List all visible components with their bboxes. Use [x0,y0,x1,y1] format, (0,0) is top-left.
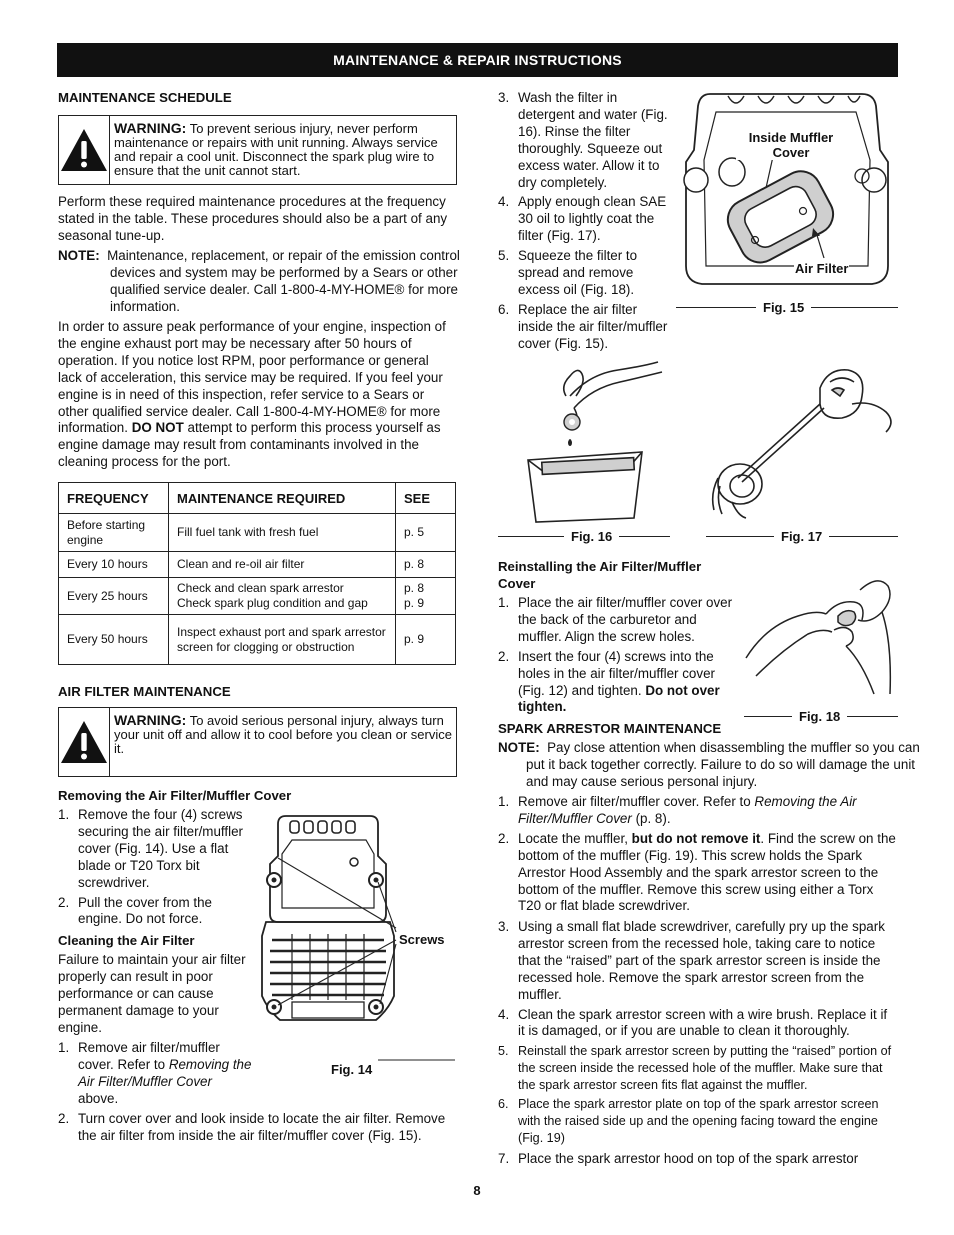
list-item: 7. Place the spark arrestor hood on top of the spark arrestor [498,1151,859,1166]
list-item: 2. Pull the cover from the engine. Do not force. [58,894,212,927]
section-banner: MAINTENANCE & REPAIR INSTRUCTIONS [57,43,898,77]
list-item: 5. Squeeze the filter to spread and remove excess oil (Fig. 18). [498,248,638,297]
list-item: 3. Wash the filter in detergent and water (Fig. 16). Rinse the filter thoroughly. Squeeze out excess water. Allow it to dry completely. [498,90,668,190]
list-item: 3. Using a small flat blade screwdriver, carefully pry up the spark arrestor screen from the recessed hole, taking care to notice that the “raised” part of the spark arrestor screen is inside the recessed hole. Remove the spark arrestor screen from the muffler. [498,919,885,1002]
list-item: 5. Reinstall the spark arrestor screen by putting the “raised” portion of the screen inside the recessed hole of the muffler. Make sure that the spark arrestor screen fits flat against the muffler. [498,1044,892,1092]
fig18-label-row [744,709,898,724]
list-item: 1. Remove air filter/muffler cover. Refer to Removing the Air Filter/Muffler Cover above. [58,1040,252,1106]
fig15-inside-cover-illustration [676,90,898,300]
list-item: 1. Remove the four (4) screws securing the air filter/muffler cover (Fig. 14). Use a flat blade or T20 Torx bit screwdriver. [58,807,243,890]
schedule-intro: Perform these required maintenance procedures at the frequency stated in the table. These procedures should also be a part of any seasonal tune-up. [58,194,448,243]
schedule-note: NOTE: Maintenance, replacement, or repair of the emission control devices and system may be performed by a Sears or other qualified service dealer. Call 1-800-4-MY-HOME® for more information. [58,248,460,314]
screws-callout: Screws [399,932,445,947]
fig18-squeeze-filter-illustration [742,566,898,706]
fig15-label: Fig. 15 [763,300,805,315]
warning-box-air-filter [58,707,457,777]
maintenance-schedule-heading: MAINTENANCE SCHEDULE [58,90,232,105]
cleaning-step-2 [58,1111,456,1148]
cleaning-step-1 [58,1040,254,1111]
fig17-label-row [706,529,898,544]
list-item: 4. Apply enough clean SAE 30 oil to lightly coat the filter (Fig. 17). [498,194,667,244]
table-header-maintenance: MAINTENANCE REQUIRED [169,483,396,514]
cleaning-heading: Cleaning the Air Filter [58,933,195,948]
air-filter-heading: AIR FILTER MAINTENANCE [58,684,231,699]
table-row: Every 10 hours Clean and re-oil air filter p. 8 [59,552,456,578]
table-header-frequency: FREQUENCY [59,483,169,514]
table-row: Before starting engine Fill fuel tank with fresh fuel p. 5 [59,514,456,552]
air-filter-callout: Air Filter [795,261,849,276]
spark-arrestor-heading: SPARK ARRESTOR MAINTENANCE [498,721,722,736]
page-number: 8 [473,1183,481,1198]
table-row: Every 25 hours Check and clean spark arrestor Check spark plug condition and gap p. 8 p. 9 [59,578,456,615]
cleaning-steps-3-6 [498,90,674,356]
maintenance-table [58,482,456,665]
spark-steps-1-2 [498,794,896,918]
warning-box-schedule [58,115,457,185]
list-item: 2. Insert the four (4) screws into the holes in the air filter/muffler cover (Fig. 12) and tighten. Do not over tighten. [498,648,720,715]
list-item: 1. Place the air filter/muffler cover over the back of the carburetor and muffler. Align the screw holes. [498,595,733,644]
reinstall-steps [498,595,738,719]
fig17-oil-filter-illustration [702,360,900,526]
fig18-label: Fig. 18 [799,709,841,724]
spark-steps-3-4 [498,919,896,1043]
fig17-label: Fig. 17 [781,529,823,544]
exhaust-port-paragraph: In order to assure peak performance of your engine, inspection of the engine exhaust port may be necessary after 50 hours of operation. If you notice lost RPM, poor performance or general lack of acceleration, this service may be required. If you feel your engine is in need of this inspection, refer service to a Sears or other qualified service dealer. Call 1-800-4-MY-HOME® for more information. DO NOT attempt to perform this process yourself as engine damage may result from contaminants involved in the cleaning process for the port. [58,319,446,470]
fig14-label: Fig. 14 [331,1062,373,1077]
reinstall-heading: Reinstalling the Air Filter/Muffler Cover [498,559,702,591]
fig16-label: Fig. 16 [571,529,613,544]
list-item: 2. Locate the muffler, but do not remove it. Find the screw on the bottom of the muffler (Fig. 19). This screw holds the Spark Arrestor Hood Assembly and the spark arrestor screen to the bottom of the muffler. Remove this screw using either a Torx T20 or flat blade screwdriver. [498,830,896,914]
list-item: 6. Place the spark arrestor plate on top of the spark arrestor screen with the raised side up and the opening facing toward the engine (Fig. 19) [498,1097,879,1145]
warning-triangle-icon [59,116,110,184]
fig16-wash-filter-illustration [520,356,670,526]
spark-step-7 [498,1151,896,1171]
warning-triangle-icon [59,708,110,776]
spark-note: NOTE: Pay close attention when disassembling the muffler so you can put it back together correctly. Failure to do so will damage the unit and may cause serious personal injury. [498,740,920,789]
warning-text-schedule: WARNING: To prevent serious injury, never perform maintenance or repairs with unit running. Always service and repair a cool unit. Disconnect the spark plug wire to ensure that the unit cannot start. [114,120,438,178]
list-item: 1. Remove air filter/muffler cover. Refer to Removing the Air Filter/Muffler Cover (p. 8). [498,794,857,826]
list-item: 2. Turn cover over and look inside to locate the air filter. Remove the air filter from inside the air filter/muffler cover (Fig. 15). [58,1111,446,1143]
warning-text-air-filter: WARNING: To avoid serious personal injury, always turn your unit off and allow it to cool before you clean or service it. [114,712,452,756]
inside-muffler-cover-callout: Inside Muffler Cover [736,130,846,160]
removing-steps [58,807,254,931]
fig16-label-row [498,529,670,544]
table-row: Every 50 hours Inspect exhaust port and spark arrestor screen for clogging or obstruction p. 9 [59,615,456,665]
removing-cover-heading: Removing the Air Filter/Muffler Cover [58,788,292,803]
fig15-label-row [676,300,898,315]
table-header-see: SEE [396,483,456,514]
list-item: 6. Replace the air filter inside the air filter/muffler cover (Fig. 15). [498,301,668,351]
list-item: 4. Clean the spark arrestor screen with a wire brush. Replace it if it is damaged, or if you are unable to clean it thoroughly. [498,1006,888,1039]
cleaning-intro: Failure to maintain your air filter properly can result in poor performance or can cause permanent damage to your engine. [58,952,246,1035]
spark-steps-5-6 [498,1043,900,1150]
